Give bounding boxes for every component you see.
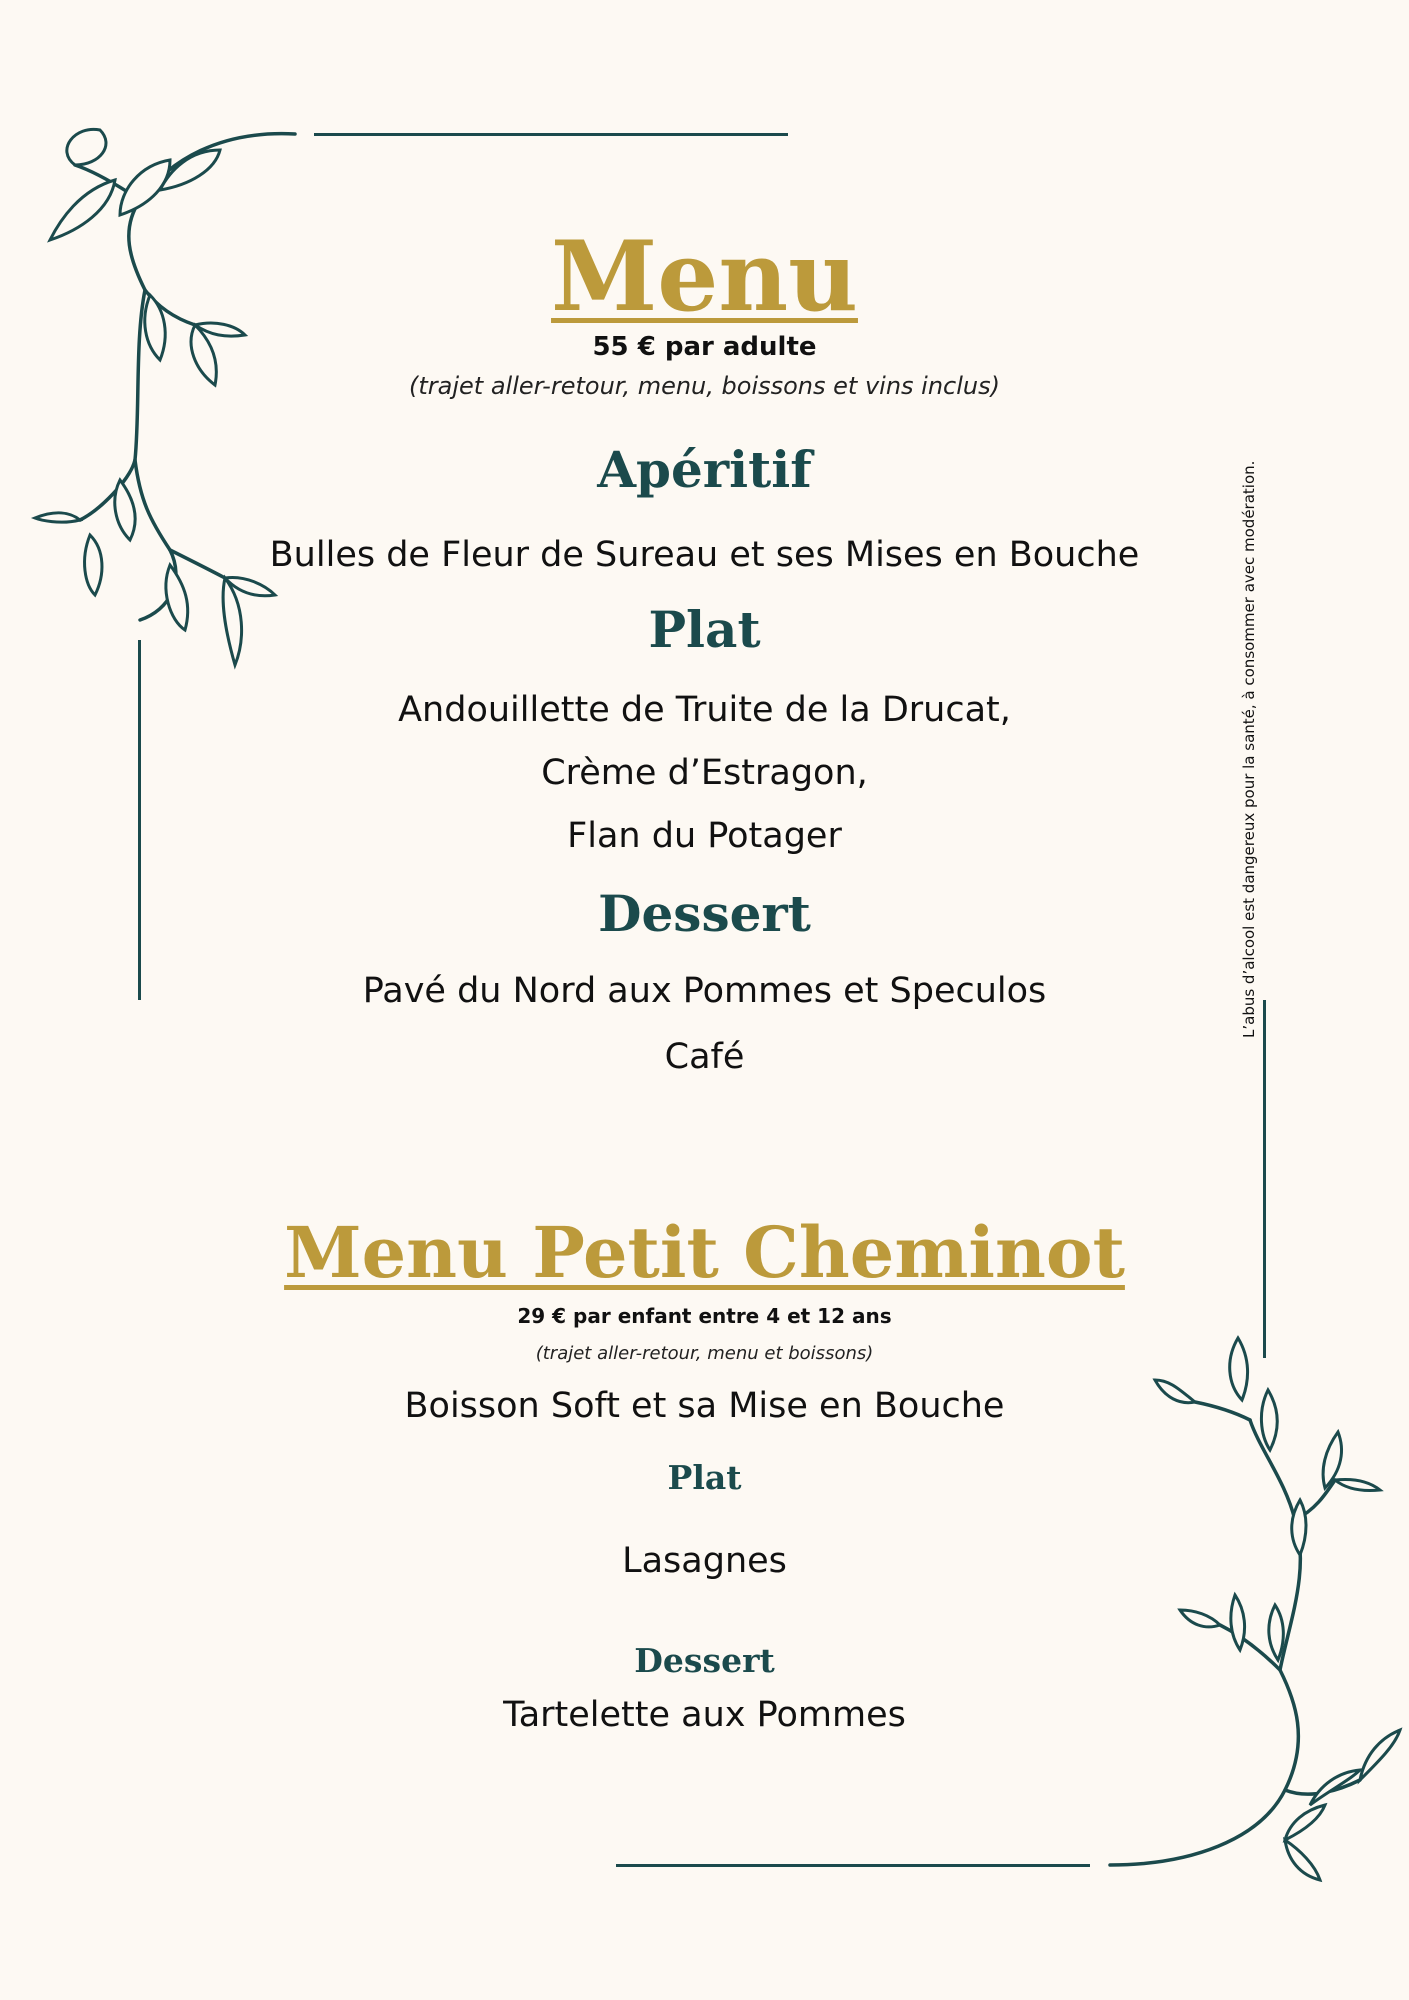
kids-aperitif-item: Boisson Soft et sa Mise en Bouche <box>404 1386 1005 1426</box>
menu-title: Menu <box>551 220 858 333</box>
section-heading-dessert: Dessert <box>598 884 811 943</box>
kids-menu-price: 29 € par enfant entre 4 et 12 ans <box>517 1304 892 1328</box>
plat-item-1: Andouillette de Truite de la Drucat, <box>398 690 1011 730</box>
menu-price-note: (trajet aller-retour, menu, boissons et vins inclus) <box>409 372 1000 400</box>
plat-item-3: Flan du Potager <box>567 816 842 856</box>
kids-menu-price-note: (trajet aller-retour, menu et boissons) <box>535 1343 874 1364</box>
dessert-item-1: Pavé du Nord aux Pommes et Speculos <box>362 971 1047 1011</box>
dessert-item-2: Café <box>664 1037 745 1077</box>
alcohol-warning-note: L’abus d’alcool est dangereux pour la santé, à consommer avec modération. <box>1240 460 1258 1038</box>
section-heading-aperitif: Apéritif <box>597 440 812 499</box>
kids-dessert-item: Tartelette aux Pommes <box>503 1695 906 1735</box>
kids-section-heading-plat: Plat <box>667 1458 742 1497</box>
menu-price: 55 € par adulte <box>592 332 817 362</box>
kids-section-heading-dessert: Dessert <box>634 1641 775 1680</box>
kids-menu-title: Menu Petit Cheminot <box>284 1211 1125 1294</box>
section-heading-plat: Plat <box>648 600 761 659</box>
plat-item-2: Crème d’Estragon, <box>541 753 868 793</box>
vine-top-left-icon <box>20 80 320 780</box>
aperitif-item: Bulles de Fleur de Sureau et ses Mises en Bouche <box>269 535 1140 575</box>
kids-plat-item: Lasagnes <box>622 1541 787 1581</box>
bottom-rule <box>616 1864 1090 1867</box>
top-rule <box>314 133 788 136</box>
